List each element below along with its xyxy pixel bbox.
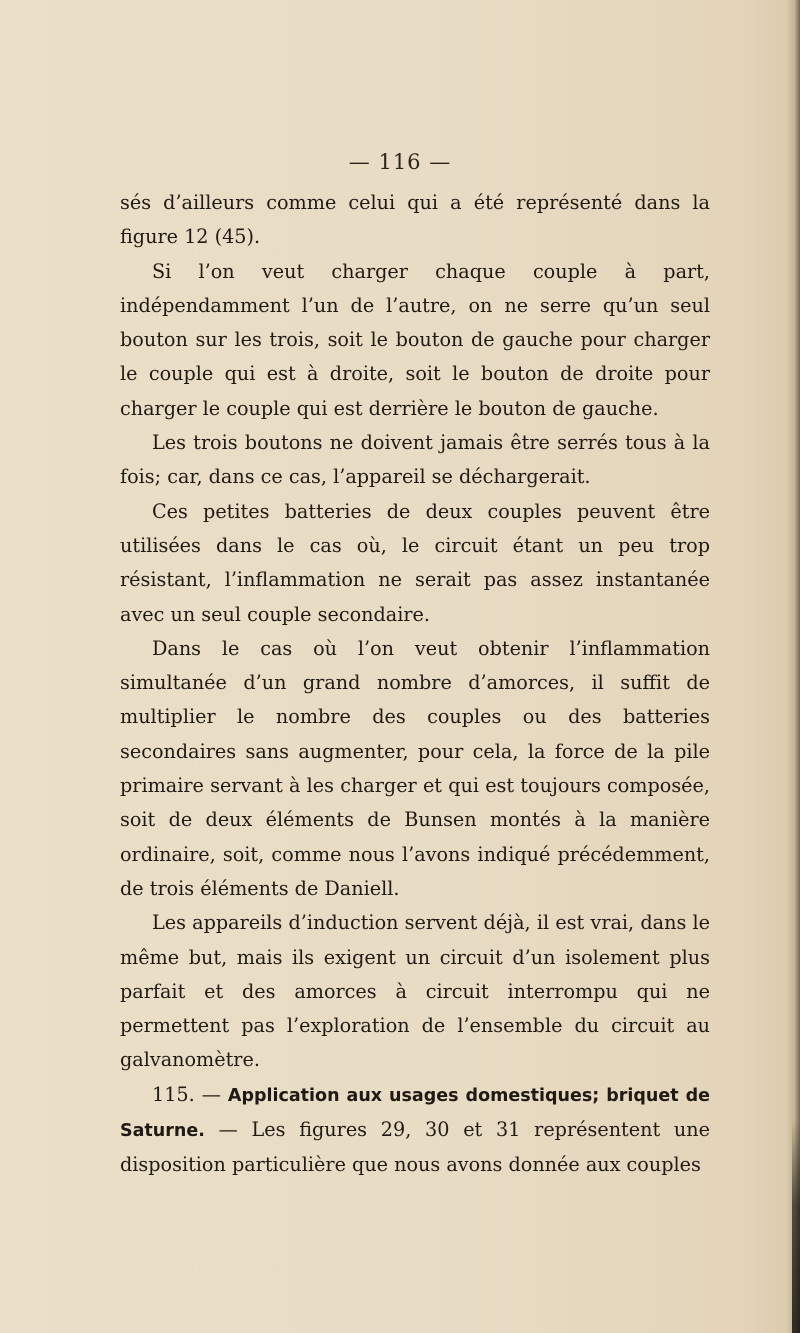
section-paragraph [120, 1078, 710, 1183]
paragraph-continuation: sés d’ailleurs comme celui qui a été représenté dans la figure 12 (45). [120, 191, 710, 249]
section-dash: — [194, 1082, 228, 1106]
section-text: Les figures 29, 30 et 31 représentent une disposition particulière que nous avons donnée aux couples [120, 1118, 711, 1177]
paragraph: Si l’on veut charger chaque couple à part, indépendamment l’un de l’autre, on ne serre qu’un seul bouton sur les trois, soit le bouton de gauche pour charger le couple qui est à droite, soit le bouton de droite pour charger le couple qui est derrière le bouton de gauche. [120, 259, 710, 420]
paragraph: Les trois boutons ne doivent jamais être serrés tous à la fois; car, dans ce cas, l’appareil se déchargerait. [120, 431, 710, 489]
section-dash-2: — [204, 1118, 252, 1142]
paragraph: Dans le cas où l’on veut obtenir l’inflammation simultanée d’un grand nombre d’amorces, il suffit de multiplier le nombre des couples ou des batteries secondaires sans augmenter, pour cela, la force de la pile primaire servant à les charger et qui est toujours composée, soit de deux éléments de Bunsen montés à la manière ordinaire, soit, comme nous l’avons indiqué précédemment, de trois éléments de Daniell. [120, 636, 710, 900]
section-heading: Application aux usages domestiques; briquet de Saturne. [120, 1085, 710, 1142]
page-corner-shadow [792, 1120, 800, 1333]
paragraph: Ces petites batteries de deux couples peuvent être utilisées dans le cas où, le circuit étant un peu trop résistant, l’inflammation ne serait pas assez instantanée avec un seul couple secondaire. [120, 499, 710, 626]
paragraph: Les appareils d’induction servent déjà, il est vrai, dans le même but, mais ils exigent un circuit d’un isolement plus parfait et des amorces à circuit interrompu qui ne permettent pas l’exploration de l’ensemble du circuit au galvanomètre. [120, 911, 710, 1072]
section-number: 115. [152, 1082, 195, 1106]
body-text [120, 186, 710, 1183]
page-number: — 116 — [348, 150, 452, 174]
